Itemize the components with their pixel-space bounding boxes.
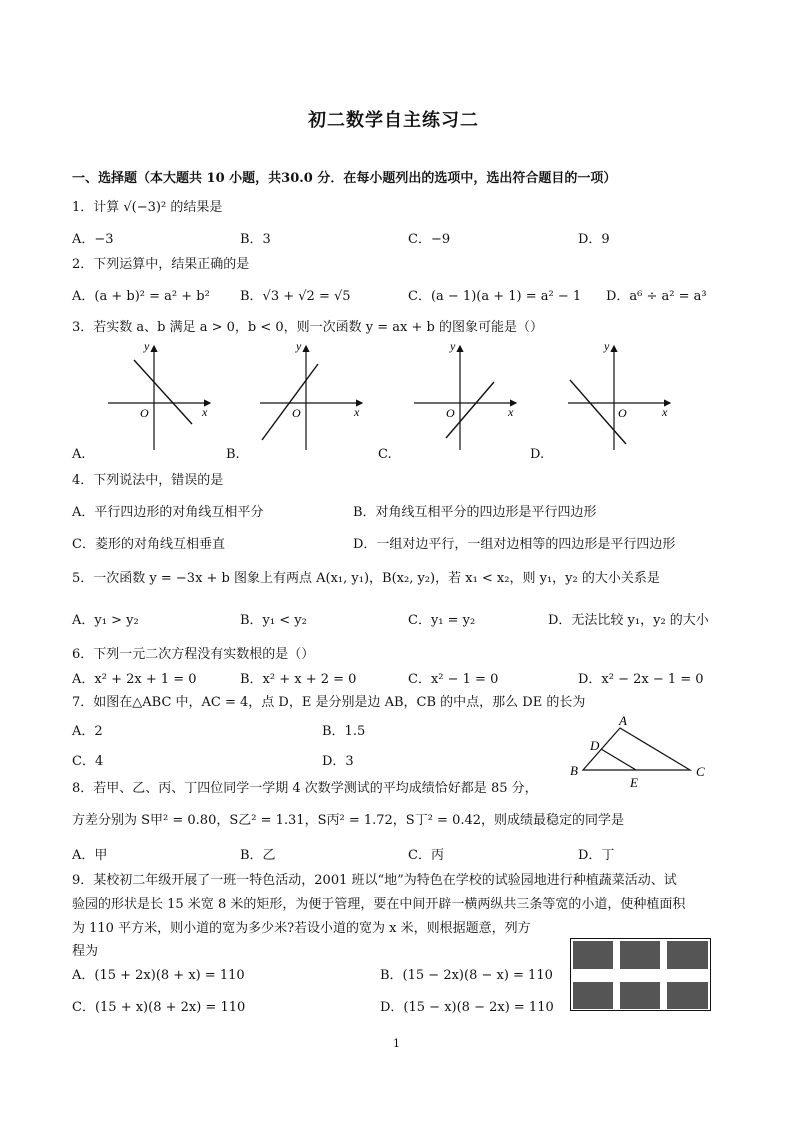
graph-option-b (252, 340, 372, 452)
q9-line-3: 为 110 平方米，则小道的宽为多少米?若设小道的宽为 x 米，则根据题意，列方 (72, 921, 531, 936)
q7-stem: 7．如图在△ABC 中，AC = 4，点 D，E 是分别是边 AB，CB 的中点，那么 DE 的长为 (72, 695, 586, 710)
page-title: 初二数学自主练习二 (308, 110, 479, 131)
garden-figure (570, 938, 712, 1012)
q7-option-b: B．1.5 (322, 724, 366, 739)
q2-option-b: B．√3 + √2 = √5 (240, 289, 351, 304)
graph-a-x-label: x (202, 405, 208, 419)
q3-stem: 3．若实数 a、b 满足 a > 0，b < 0，则一次函数 y = ax + b 的图象可能是（） (72, 320, 543, 335)
q6-stem: 6．下列一元二次方程没有实数根的是（） (72, 647, 315, 662)
tri-label-e: E (630, 775, 638, 790)
graph-c-y-label: y (450, 340, 456, 353)
q1-option-a: A．−3 (72, 232, 114, 247)
graph-c-origin-label: O (446, 406, 455, 420)
q6-option-b: B．x² + x + 2 = 0 (240, 672, 357, 687)
q3-option-a: A. (72, 447, 86, 462)
q1-option-c: C．−9 (408, 232, 451, 247)
q9-option-d: D．(15 − x)(8 − 2x) = 110 (380, 1000, 554, 1015)
q5-option-b: B．y₁ < y₂ (240, 613, 307, 628)
triangle-figure (566, 712, 716, 794)
q8-line-2: 方差分别为 S甲² = 0.80，S乙² = 1.31，S丙² = 1.72，S丁² = 0.42，则成绩最稳定的同学是 (72, 813, 625, 828)
q9-line-1: 9．某校初二年级开展了一班一特色活动，2001 班以“地”为特色在学校的试验园地进行种植蔬菜活动、试 (72, 873, 677, 888)
q5-stem: 5．一次函数 y = −3x + b 图象上有两点 A(x₁, y₁)，B(x₂, y₂)，若 x₁ < x₂，则 y₁，y₂ 的大小关系是 (72, 571, 660, 586)
graph-b-origin-label: O (292, 406, 301, 420)
q2-option-c: C．(a − 1)(a + 1) = a² − 1 (408, 289, 582, 304)
q9-option-b: B．(15 − 2x)(8 − x) = 110 (380, 968, 553, 983)
graph-a-y-label: y (144, 340, 150, 353)
q4-option-d: D．一组对边平行，一组对边相等的四边形是平行四边形 (353, 537, 676, 552)
graph-option-a (100, 340, 220, 452)
q9-line-4: 程为 (72, 944, 99, 959)
q6-option-d: D．x² − 2x − 1 = 0 (578, 672, 704, 687)
graph-d-x-label: x (662, 405, 668, 419)
q8-line-1: 8．若甲、乙、丙、丁四位同学一学期 4 次数学测试的平均成绩恰好都是 85 分， (72, 781, 538, 796)
q1-option-d: D．9 (578, 232, 610, 247)
q7-option-d: D．3 (322, 754, 354, 769)
graph-b-y-label: y (296, 340, 302, 353)
q9-option-a: A．(15 + 2x)(8 + x) = 110 (72, 968, 245, 983)
q9-option-c: C．(15 + x)(8 + 2x) = 110 (72, 1000, 246, 1015)
graph-option-c (406, 340, 526, 452)
q6-option-c: C．x² − 1 = 0 (408, 672, 499, 687)
q8-option-b: B．乙 (240, 848, 276, 863)
q4-option-b: B．对角线互相平分的四边形是平行四边形 (353, 505, 597, 520)
tri-label-b: B (570, 763, 578, 778)
q8-option-a: A．甲 (72, 848, 108, 863)
section-heading: 一、选择题（本大题共 10 小题，共30.0 分．在每小题列出的选项中，选出符合题目的一项） (72, 171, 617, 186)
q5-option-a: A．y₁ > y₂ (72, 613, 139, 628)
q1-option-b: B．3 (240, 232, 271, 247)
q6-option-a: A．x² + 2x + 1 = 0 (72, 672, 197, 687)
q5-option-c: C．y₁ = y₂ (408, 613, 476, 628)
q3-option-b: B. (226, 447, 240, 462)
tri-label-a: A (619, 713, 627, 728)
q4-option-a: A．平行四边形的对角线互相平分 (72, 505, 264, 520)
q9-line-2: 验园的形状是长 15 米宽 8 米的矩形，为便于管理，要在中间开辟一横两纵共三条等宽的小道，使种植面积 (72, 897, 686, 912)
q7-option-c: C．4 (72, 754, 104, 769)
q4-stem: 4．下列说法中，错误的是 (72, 473, 224, 488)
q7-option-a: A．2 (72, 724, 103, 739)
q3-option-c: C. (378, 447, 392, 462)
graph-d-y-label: y (604, 340, 610, 353)
graph-d-origin-label: O (618, 406, 627, 420)
q4-option-c: C．菱形的对角线互相垂直 (72, 537, 225, 552)
q5-option-d: D．无法比较 y₁，y₂ 的大小 (548, 613, 709, 628)
graph-b-x-label: x (354, 405, 360, 419)
graph-a-origin-label: O (140, 406, 149, 420)
q1-stem: 1．计算 √(−3)² 的结果是 (72, 200, 223, 215)
q2-stem: 2．下列运算中，结果正确的是 (72, 257, 250, 272)
q3-option-d: D. (530, 447, 545, 462)
graph-c-x-label: x (508, 405, 514, 419)
tri-label-d: D (590, 738, 600, 753)
tri-label-c: C (696, 764, 705, 779)
q2-option-a: A．(a + b)² = a² + b² (72, 289, 210, 304)
q8-option-d: D．丁 (578, 848, 615, 863)
q8-option-c: C．丙 (408, 848, 444, 863)
graph-option-d (560, 340, 680, 452)
q2-option-d: D．a⁶ ÷ a² = a³ (606, 289, 707, 304)
page-number: 1 (393, 1037, 400, 1050)
